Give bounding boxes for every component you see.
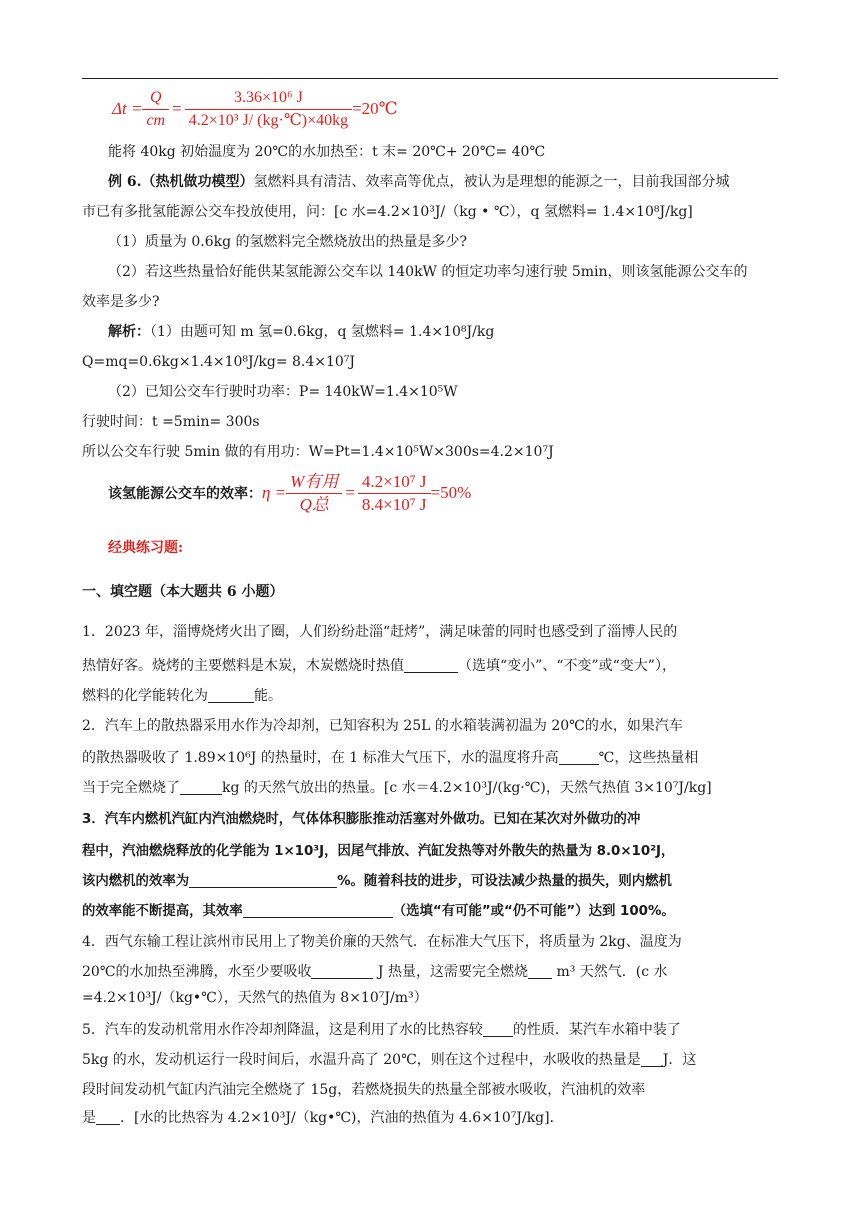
problem4-line1: 4．西气东输工程让滨州市民用上了物美价廉的天然气．在标准大气压下，将质量为 2kg、温度为 — [82, 934, 682, 950]
fraction-q-over-cm — [142, 87, 169, 132]
answer-blank[interactable] — [189, 873, 337, 888]
example6-question2: （2）若这些热量恰好能供某氢能源公交车以 140kW 的恒定功率匀速行驶 5min，则该氢能源公交车的 — [108, 264, 748, 280]
problem2-text: ℃，这些热量相 — [598, 750, 699, 766]
problem1-text: 热情好客。烧烤的主要燃料是木炭，木炭燃烧时热值 — [82, 658, 404, 674]
answer-blank[interactable] — [208, 688, 254, 703]
answer-blank[interactable] — [180, 780, 222, 795]
example6-question1: （1）质量为 0.6kg 的氢燃料完全燃烧放出的热量是多少? — [108, 234, 468, 250]
problem3-line4 — [82, 902, 675, 922]
solution-line4: 行驶时间：t =5min= 300s — [82, 414, 260, 430]
fraction-values — [185, 87, 352, 132]
efficiency-formula — [108, 467, 471, 519]
heat-result-line: 能将 40kg 初始温度为 20℃的水加热至：t 末= 20℃+ 20℃= 40℃ — [108, 144, 546, 160]
problem2-text: kg 的天然气放出的热量。[c 水＝4.2×10³J/(kg·℃)，天然气热值 3×10⁷J/kg] — [222, 780, 712, 796]
problem5-line4 — [82, 1108, 564, 1128]
delta-t-formula — [112, 86, 398, 132]
formula-lhs: Δt = — [112, 99, 143, 118]
problem4-line2 — [82, 962, 668, 982]
practice-title: 经典练习题: — [108, 540, 184, 556]
problem3-text: （选填“有可能”或“仍不可能”）达到 100%。 — [392, 904, 675, 919]
problem2-line3 — [82, 778, 712, 798]
problem1-text: （选填“变小”、“不变”或“变大”）， — [458, 658, 676, 674]
formula-result: =20℃ — [352, 99, 398, 118]
problem5-text: ．[水的比热容为 4.2×10³J/（kg•℃)，汽油的热值为 4.6×10⁷J/kg]． — [120, 1110, 564, 1126]
answer-blank[interactable] — [243, 903, 393, 918]
frac-denominator: 8.4×10⁷ J — [361, 494, 427, 514]
solution-line2: Q=mq=0.6kg×1.4×10⁸J/kg= 8.4×10⁷J — [82, 354, 356, 370]
fraction-efficiency-values — [358, 471, 431, 516]
frac-denominator: Q总 — [299, 494, 329, 514]
frac-denominator: cm — [146, 111, 166, 129]
efficiency-label: 该氢能源公交车的效率： — [108, 486, 262, 502]
problem3-line1: 3．汽车内燃机汽缸内汽油燃烧时，气体体积膨胀推动活塞对外做功。已知在某次对外做功的冲 — [82, 812, 641, 827]
problem5-line1 — [82, 1020, 681, 1040]
problem5-line3: 段时间发动机气缸内汽油完全燃烧了 15g，若燃烧损失的热量全部被水吸收，汽油机的效率 — [82, 1082, 646, 1098]
problem4-text: m³ 天然气．(c 水 — [552, 964, 668, 980]
problem3-line2: 程中，汽油燃烧释放的化学能为 1×10³J，因尾气排放、汽缸发热等对外散失的热量为 8.0×10²J， — [82, 844, 675, 859]
problem3-line3 — [82, 872, 672, 892]
problem2-line2 — [82, 748, 698, 768]
problem1-line2 — [82, 656, 676, 676]
frac-numerator: W有用 — [290, 471, 339, 491]
problem2-line1: 2．汽车上的散热器采用水作为冷却剂，已知容积为 25L 的水箱装满初温为 20℃的水，如果汽车 — [82, 718, 683, 734]
example6-line2: 市已有多批氢能源公交车投放使用，问：[c 水=4.2×10³J/（kg • ℃），q 氢燃料= 1.4×10⁸J/kg] — [82, 204, 693, 220]
fraction-w-over-q — [286, 471, 342, 516]
problem3-text: %。随着科技的进步，可设法减少热量的损失，则内燃机 — [337, 874, 672, 889]
problem5-text: J．这 — [662, 1052, 697, 1068]
problem3-text: 的效率能不断提高，其效率 — [82, 904, 243, 919]
problem1-text: 能。 — [254, 688, 282, 704]
section-title: 一、填空题（本大题共 6 小题） — [82, 584, 284, 600]
answer-blank[interactable] — [311, 964, 373, 979]
solution-label: 解析： — [108, 324, 150, 340]
equals-sign: = — [172, 99, 182, 118]
efficiency-result: =50% — [430, 483, 472, 502]
problem5-text: 是 — [82, 1110, 96, 1126]
efficiency-lhs: η = — [262, 483, 287, 502]
solution-line5: 所以公交车行驶 5min 做的有用功：W=Pt=1.4×10⁵W×300s=4.2×10⁷J — [82, 444, 554, 460]
problem5-text: 5kg 的水，发动机运行一段时间后，水温升高了 20℃，则在这个过程中，水吸收的热量是 — [82, 1052, 641, 1068]
solution-line1 — [108, 322, 494, 342]
problem5-line2 — [82, 1050, 696, 1070]
equals-sign: = — [345, 483, 355, 502]
problem5-text: 的性质．某汽车水箱中装了 — [512, 1022, 681, 1038]
example6-question2-cont: 效率是多少? — [82, 294, 160, 310]
problem1-line3 — [82, 686, 282, 706]
header-rule — [82, 78, 778, 79]
answer-blank[interactable] — [404, 658, 458, 673]
solution-step1: （1）由题可知 m 氢=0.6kg，q 氢燃料= 1.4×10⁸J/kg — [150, 324, 495, 340]
problem1-text: 燃料的化学能转化为 — [82, 688, 208, 704]
problem4-text: 20℃的水加热至沸腾，水至少要吸收 — [82, 964, 312, 980]
example6-text: 氢燃料具有清洁、效率高等优点，被认为是理想的能源之一，目前我国部分城 — [253, 174, 730, 190]
frac-numerator: 4.2×10⁷ J — [361, 471, 427, 491]
frac-numerator: Q — [149, 88, 162, 106]
answer-blank[interactable] — [559, 750, 599, 765]
solution-line3: （2）已知公交车行驶时功率：P= 140kW=1.4×10⁵W — [108, 384, 458, 400]
answer-blank[interactable] — [96, 1110, 120, 1125]
problem4-line3: =4.2×10³J/（kg•℃），天然气的热值为 8×10⁷J/m³） — [82, 990, 428, 1006]
example6-tag: 例 6.（热机做功模型） — [108, 174, 254, 190]
problem3-text: 该内燃机的效率为 — [82, 874, 190, 889]
frac-numerator: 3.36×10⁶ J — [233, 88, 303, 106]
answer-blank[interactable] — [483, 1022, 513, 1037]
problem5-text: 5．汽车的发动机常用水作冷却剂降温，这是利用了水的比热容较 — [82, 1022, 483, 1038]
frac-denominator: 4.2×10³ J/ (kg·℃)×40kg — [188, 111, 349, 129]
answer-blank[interactable] — [528, 964, 552, 979]
problem2-text: 的散热器吸收了 1.89×10⁶J 的热量时，在 1 标准大气压下，水的温度将升高 — [82, 750, 559, 766]
problem4-text: J 热量，这需要完全燃烧 — [373, 964, 528, 980]
problem2-text: 当于完全燃烧了 — [82, 780, 180, 796]
problem1-line1: 1．2023 年，淄博烧烤火出了圈，人们纷纷赴淄“赶烤”，满足味蕾的同时也感受到了淄博人民的 — [82, 624, 678, 640]
example6-line1 — [108, 172, 730, 192]
answer-blank[interactable] — [641, 1052, 663, 1067]
